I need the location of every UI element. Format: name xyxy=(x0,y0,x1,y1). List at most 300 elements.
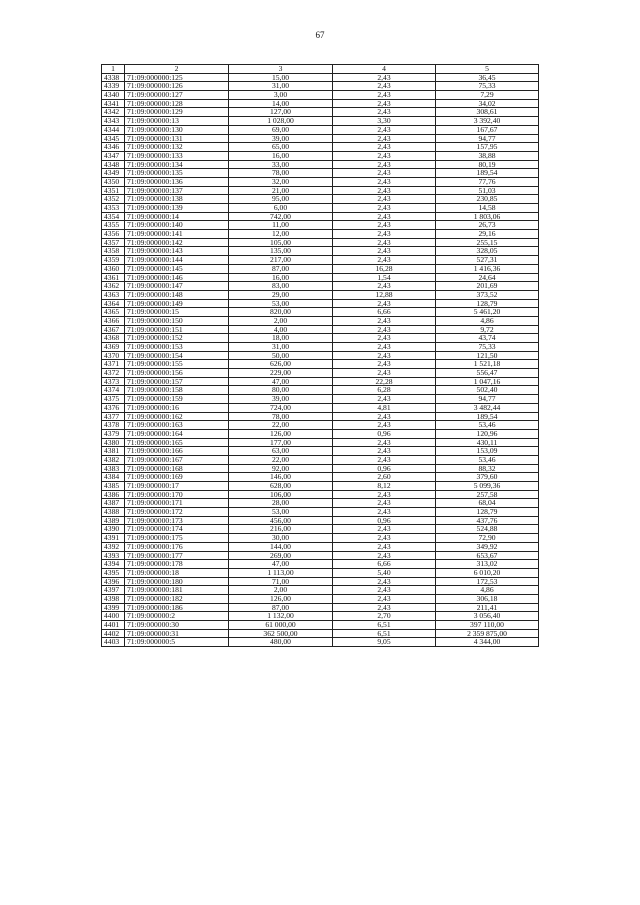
cadastral-number-cell: 71:09:000000:173 xyxy=(125,516,229,525)
area-cell: 78,00 xyxy=(229,169,333,178)
total-cell: 5 099,36 xyxy=(436,482,539,491)
row-number-cell: 4391 xyxy=(102,534,125,543)
table-row xyxy=(102,91,539,100)
total-cell: 1 047,16 xyxy=(436,377,539,386)
row-number-cell: 4372 xyxy=(102,369,125,378)
rate-cell: 2,43 xyxy=(333,177,436,186)
row-number-cell: 4369 xyxy=(102,343,125,352)
rate-cell: 2,60 xyxy=(333,473,436,482)
total-cell: 349,92 xyxy=(436,542,539,551)
cadastral-number-cell: 71:09:000000:158 xyxy=(125,386,229,395)
rate-cell: 2,43 xyxy=(333,91,436,100)
table-row xyxy=(102,395,539,404)
cadastral-number-cell: 71:09:000000:2 xyxy=(125,612,229,621)
table-row xyxy=(102,508,539,517)
total-cell: 34,02 xyxy=(436,99,539,108)
area-cell: 820,00 xyxy=(229,308,333,317)
row-number-cell: 4347 xyxy=(102,151,125,160)
row-number-cell: 4359 xyxy=(102,256,125,265)
column-header-3: 3 xyxy=(229,65,333,74)
table-row xyxy=(102,117,539,126)
cadastral-number-cell: 71:09:000000:133 xyxy=(125,151,229,160)
cadastral-number-cell: 71:09:000000:162 xyxy=(125,412,229,421)
page-number: 67 xyxy=(315,30,325,40)
total-cell: 257,58 xyxy=(436,490,539,499)
area-cell: 31,00 xyxy=(229,343,333,352)
row-number-cell: 4351 xyxy=(102,186,125,195)
rate-cell: 2,43 xyxy=(333,369,436,378)
row-number-cell: 4366 xyxy=(102,316,125,325)
cadastral-number-cell: 71:09:000000:177 xyxy=(125,551,229,560)
rate-cell: 2,43 xyxy=(333,99,436,108)
table-row xyxy=(102,429,539,438)
area-cell: 1 132,00 xyxy=(229,612,333,621)
row-number-cell: 4381 xyxy=(102,447,125,456)
table-row xyxy=(102,325,539,334)
cadastral-number-cell: 71:09:000000:137 xyxy=(125,186,229,195)
row-number-cell: 4361 xyxy=(102,273,125,282)
area-cell: 11,00 xyxy=(229,221,333,230)
rate-cell: 4,81 xyxy=(333,403,436,412)
table-row xyxy=(102,586,539,595)
rate-cell: 2,43 xyxy=(333,316,436,325)
area-cell: 217,00 xyxy=(229,256,333,265)
row-number-cell: 4342 xyxy=(102,108,125,117)
total-cell: 2 359 875,00 xyxy=(436,629,539,638)
table-row xyxy=(102,125,539,134)
rate-cell: 2,43 xyxy=(333,125,436,134)
cadastral-number-cell: 71:09:000000:186 xyxy=(125,603,229,612)
table-body xyxy=(102,73,539,646)
row-number-cell: 4395 xyxy=(102,568,125,577)
rate-cell: 2,43 xyxy=(333,421,436,430)
area-cell: 78,00 xyxy=(229,412,333,421)
table-row xyxy=(102,490,539,499)
table-row xyxy=(102,412,539,421)
total-cell: 328,05 xyxy=(436,247,539,256)
total-cell: 68,04 xyxy=(436,499,539,508)
table-row xyxy=(102,499,539,508)
rate-cell: 2,43 xyxy=(333,73,436,82)
row-number-cell: 4400 xyxy=(102,612,125,621)
table-row xyxy=(102,560,539,569)
rate-cell: 2,43 xyxy=(333,247,436,256)
total-cell: 3 056,40 xyxy=(436,612,539,621)
area-cell: 22,00 xyxy=(229,455,333,464)
area-cell: 80,00 xyxy=(229,386,333,395)
cadastral-number-cell: 71:09:000000:145 xyxy=(125,264,229,273)
cadastral-number-cell: 71:09:000000:167 xyxy=(125,455,229,464)
area-cell: 83,00 xyxy=(229,282,333,291)
rate-cell: 2,43 xyxy=(333,525,436,534)
table-row xyxy=(102,264,539,273)
total-cell: 373,52 xyxy=(436,290,539,299)
total-cell: 167,67 xyxy=(436,125,539,134)
table-row xyxy=(102,247,539,256)
total-cell: 306,18 xyxy=(436,594,539,603)
total-cell: 121,50 xyxy=(436,351,539,360)
row-number-cell: 4378 xyxy=(102,421,125,430)
table-row xyxy=(102,73,539,82)
cadastral-number-cell: 71:09:000000:164 xyxy=(125,429,229,438)
table-row xyxy=(102,308,539,317)
rate-cell: 2,43 xyxy=(333,438,436,447)
table-row xyxy=(102,299,539,308)
total-cell: 51,03 xyxy=(436,186,539,195)
total-cell: 1 803,06 xyxy=(436,212,539,221)
rate-cell: 0,96 xyxy=(333,429,436,438)
cadastral-number-cell: 71:09:000000:14 xyxy=(125,212,229,221)
cadastral-rates-table xyxy=(101,64,539,647)
total-cell: 26,73 xyxy=(436,221,539,230)
rate-cell: 22,28 xyxy=(333,377,436,386)
cadastral-number-cell: 71:09:000000:18 xyxy=(125,568,229,577)
rate-cell: 6,66 xyxy=(333,560,436,569)
total-cell: 397 110,00 xyxy=(436,621,539,630)
row-number-cell: 4388 xyxy=(102,508,125,517)
cadastral-number-cell: 71:09:000000:151 xyxy=(125,325,229,334)
row-number-cell: 4344 xyxy=(102,125,125,134)
cadastral-number-cell: 71:09:000000:5 xyxy=(125,638,229,647)
cadastral-number-cell: 71:09:000000:131 xyxy=(125,134,229,143)
total-cell: 6 010,20 xyxy=(436,568,539,577)
cadastral-number-cell: 71:09:000000:17 xyxy=(125,482,229,491)
rate-cell: 2,43 xyxy=(333,455,436,464)
cadastral-number-cell: 71:09:000000:154 xyxy=(125,351,229,360)
area-cell: 95,00 xyxy=(229,195,333,204)
rate-cell: 2,43 xyxy=(333,490,436,499)
cadastral-number-cell: 71:09:000000:130 xyxy=(125,125,229,134)
area-cell: 105,00 xyxy=(229,238,333,247)
table-row xyxy=(102,334,539,343)
table-row xyxy=(102,594,539,603)
total-cell: 313,02 xyxy=(436,560,539,569)
rate-cell: 2,43 xyxy=(333,508,436,517)
area-cell: 15,00 xyxy=(229,73,333,82)
rate-cell: 2,43 xyxy=(333,238,436,247)
total-cell: 7,29 xyxy=(436,91,539,100)
rate-cell: 2,43 xyxy=(333,282,436,291)
area-cell: 47,00 xyxy=(229,377,333,386)
cadastral-number-cell: 71:09:000000:140 xyxy=(125,221,229,230)
table-row xyxy=(102,160,539,169)
rate-cell: 2,70 xyxy=(333,612,436,621)
cadastral-number-cell: 71:09:000000:175 xyxy=(125,534,229,543)
table-row xyxy=(102,169,539,178)
total-cell: 524,88 xyxy=(436,525,539,534)
column-header-1: 1 xyxy=(102,65,125,74)
total-cell: 308,61 xyxy=(436,108,539,117)
total-cell: 653,67 xyxy=(436,551,539,560)
row-number-cell: 4399 xyxy=(102,603,125,612)
rate-cell: 2,43 xyxy=(333,299,436,308)
rate-cell: 2,43 xyxy=(333,186,436,195)
row-number-cell: 4402 xyxy=(102,629,125,638)
row-number-cell: 4345 xyxy=(102,134,125,143)
area-cell: 53,00 xyxy=(229,508,333,517)
cadastral-number-cell: 71:09:000000:147 xyxy=(125,282,229,291)
table-row xyxy=(102,464,539,473)
row-number-cell: 4380 xyxy=(102,438,125,447)
row-number-cell: 4343 xyxy=(102,117,125,126)
total-cell: 255,15 xyxy=(436,238,539,247)
area-cell: 456,00 xyxy=(229,516,333,525)
rate-cell: 2,43 xyxy=(333,343,436,352)
total-cell: 128,79 xyxy=(436,299,539,308)
cadastral-number-cell: 71:09:000000:165 xyxy=(125,438,229,447)
rate-cell: 2,43 xyxy=(333,542,436,551)
area-cell: 126,00 xyxy=(229,594,333,603)
area-cell: 127,00 xyxy=(229,108,333,117)
table-row xyxy=(102,151,539,160)
area-cell: 742,00 xyxy=(229,212,333,221)
cadastral-number-cell: 71:09:000000:170 xyxy=(125,490,229,499)
rate-cell: 2,43 xyxy=(333,82,436,91)
cadastral-number-cell: 71:09:000000:180 xyxy=(125,577,229,586)
cadastral-number-cell: 71:09:000000:141 xyxy=(125,230,229,239)
table-row xyxy=(102,212,539,221)
total-cell: 4,86 xyxy=(436,316,539,325)
cadastral-number-cell: 71:09:000000:163 xyxy=(125,421,229,430)
table-row xyxy=(102,369,539,378)
area-cell: 53,00 xyxy=(229,299,333,308)
table-row xyxy=(102,351,539,360)
table-row xyxy=(102,99,539,108)
rate-cell: 2,43 xyxy=(333,169,436,178)
table-row xyxy=(102,134,539,143)
total-cell: 5 461,20 xyxy=(436,308,539,317)
table-row xyxy=(102,316,539,325)
area-cell: 47,00 xyxy=(229,560,333,569)
total-cell: 53,46 xyxy=(436,455,539,464)
total-cell: 527,31 xyxy=(436,256,539,265)
total-cell: 1 521,18 xyxy=(436,360,539,369)
area-cell: 2,00 xyxy=(229,316,333,325)
area-cell: 39,00 xyxy=(229,395,333,404)
cadastral-number-cell: 71:09:000000:15 xyxy=(125,308,229,317)
rate-cell: 3,30 xyxy=(333,117,436,126)
table-row xyxy=(102,82,539,91)
row-number-cell: 4397 xyxy=(102,586,125,595)
cadastral-number-cell: 71:09:000000:159 xyxy=(125,395,229,404)
area-cell: 146,00 xyxy=(229,473,333,482)
table-row xyxy=(102,612,539,621)
area-cell: 480,00 xyxy=(229,638,333,647)
total-cell: 53,46 xyxy=(436,421,539,430)
rate-cell: 2,43 xyxy=(333,256,436,265)
rate-cell: 2,43 xyxy=(333,395,436,404)
row-number-cell: 4371 xyxy=(102,360,125,369)
total-cell: 437,76 xyxy=(436,516,539,525)
cadastral-number-cell: 71:09:000000:153 xyxy=(125,343,229,352)
rate-cell: 2,43 xyxy=(333,447,436,456)
table-row xyxy=(102,638,539,647)
table-row xyxy=(102,621,539,630)
area-cell: 71,00 xyxy=(229,577,333,586)
area-cell: 106,00 xyxy=(229,490,333,499)
row-number-cell: 4367 xyxy=(102,325,125,334)
cadastral-number-cell: 71:09:000000:174 xyxy=(125,525,229,534)
area-cell: 28,00 xyxy=(229,499,333,508)
total-cell: 77,76 xyxy=(436,177,539,186)
area-cell: 135,00 xyxy=(229,247,333,256)
total-cell: 556,47 xyxy=(436,369,539,378)
rate-cell: 2,43 xyxy=(333,499,436,508)
table-row xyxy=(102,108,539,117)
table-row xyxy=(102,551,539,560)
table-row xyxy=(102,177,539,186)
area-cell: 6,00 xyxy=(229,204,333,213)
area-cell: 21,00 xyxy=(229,186,333,195)
area-cell: 269,00 xyxy=(229,551,333,560)
table-row xyxy=(102,447,539,456)
total-cell: 211,41 xyxy=(436,603,539,612)
cadastral-number-cell: 71:09:000000:13 xyxy=(125,117,229,126)
cadastral-number-cell: 71:09:000000:16 xyxy=(125,403,229,412)
rate-cell: 2,43 xyxy=(333,586,436,595)
row-number-cell: 4385 xyxy=(102,482,125,491)
area-cell: 63,00 xyxy=(229,447,333,456)
area-cell: 16,00 xyxy=(229,151,333,160)
table-row xyxy=(102,421,539,430)
cadastral-number-cell: 71:09:000000:146 xyxy=(125,273,229,282)
cadastral-number-cell: 71:09:000000:142 xyxy=(125,238,229,247)
row-number-cell: 4390 xyxy=(102,525,125,534)
cadastral-number-cell: 71:09:000000:152 xyxy=(125,334,229,343)
area-cell: 22,00 xyxy=(229,421,333,430)
cadastral-number-cell: 71:09:000000:129 xyxy=(125,108,229,117)
rate-cell: 2,43 xyxy=(333,577,436,586)
table-row xyxy=(102,186,539,195)
area-cell: 92,00 xyxy=(229,464,333,473)
rate-cell: 2,43 xyxy=(333,551,436,560)
row-number-cell: 4354 xyxy=(102,212,125,221)
table-row xyxy=(102,525,539,534)
table-row xyxy=(102,542,539,551)
area-cell: 2,00 xyxy=(229,586,333,595)
table-row xyxy=(102,360,539,369)
area-cell: 12,00 xyxy=(229,230,333,239)
area-cell: 61 000,00 xyxy=(229,621,333,630)
cadastral-number-cell: 71:09:000000:171 xyxy=(125,499,229,508)
rate-cell: 2,43 xyxy=(333,134,436,143)
table-row xyxy=(102,473,539,482)
rate-cell: 6,51 xyxy=(333,629,436,638)
total-cell: 14,58 xyxy=(436,204,539,213)
area-cell: 626,00 xyxy=(229,360,333,369)
table-row xyxy=(102,516,539,525)
row-number-cell: 4392 xyxy=(102,542,125,551)
table-row xyxy=(102,568,539,577)
area-cell: 144,00 xyxy=(229,542,333,551)
total-cell: 9,72 xyxy=(436,325,539,334)
row-number-cell: 4349 xyxy=(102,169,125,178)
area-cell: 29,00 xyxy=(229,290,333,299)
row-number-cell: 4393 xyxy=(102,551,125,560)
table-row xyxy=(102,577,539,586)
area-cell: 14,00 xyxy=(229,99,333,108)
rate-cell: 2,43 xyxy=(333,151,436,160)
row-number-cell: 4356 xyxy=(102,230,125,239)
total-cell: 36,45 xyxy=(436,73,539,82)
area-cell: 69,00 xyxy=(229,125,333,134)
column-header-2: 2 xyxy=(125,65,229,74)
table-row xyxy=(102,438,539,447)
total-cell: 3 392,40 xyxy=(436,117,539,126)
total-cell: 3 482,44 xyxy=(436,403,539,412)
rate-cell: 0,96 xyxy=(333,516,436,525)
table-row xyxy=(102,386,539,395)
area-cell: 30,00 xyxy=(229,534,333,543)
cadastral-number-cell: 71:09:000000:149 xyxy=(125,299,229,308)
cadastral-number-cell: 71:09:000000:155 xyxy=(125,360,229,369)
area-cell: 229,00 xyxy=(229,369,333,378)
rate-cell: 8,12 xyxy=(333,482,436,491)
cadastral-number-cell: 71:09:000000:126 xyxy=(125,82,229,91)
rate-cell: 2,43 xyxy=(333,594,436,603)
area-cell: 31,00 xyxy=(229,82,333,91)
cadastral-number-cell: 71:09:000000:135 xyxy=(125,169,229,178)
row-number-cell: 4383 xyxy=(102,464,125,473)
cadastral-number-cell: 71:09:000000:143 xyxy=(125,247,229,256)
column-header-5: 5 xyxy=(436,65,539,74)
row-number-cell: 4348 xyxy=(102,160,125,169)
area-cell: 16,00 xyxy=(229,273,333,282)
area-cell: 32,00 xyxy=(229,177,333,186)
area-cell: 1 113,00 xyxy=(229,568,333,577)
row-number-cell: 4376 xyxy=(102,403,125,412)
total-cell: 72,90 xyxy=(436,534,539,543)
cadastral-number-cell: 71:09:000000:172 xyxy=(125,508,229,517)
cadastral-number-cell: 71:09:000000:138 xyxy=(125,195,229,204)
cadastral-number-cell: 71:09:000000:182 xyxy=(125,594,229,603)
rate-cell: 2,43 xyxy=(333,221,436,230)
table-row xyxy=(102,256,539,265)
total-cell: 24,64 xyxy=(436,273,539,282)
total-cell: 80,19 xyxy=(436,160,539,169)
rate-cell: 2,43 xyxy=(333,212,436,221)
table-row xyxy=(102,290,539,299)
row-number-cell: 4403 xyxy=(102,638,125,647)
row-number-cell: 4340 xyxy=(102,91,125,100)
row-number-cell: 4338 xyxy=(102,73,125,82)
cadastral-number-cell: 71:09:000000:176 xyxy=(125,542,229,551)
area-cell: 87,00 xyxy=(229,603,333,612)
total-cell: 430,11 xyxy=(436,438,539,447)
row-number-cell: 4339 xyxy=(102,82,125,91)
row-number-cell: 4355 xyxy=(102,221,125,230)
area-cell: 39,00 xyxy=(229,134,333,143)
row-number-cell: 4389 xyxy=(102,516,125,525)
area-cell: 362 500,00 xyxy=(229,629,333,638)
table-row xyxy=(102,403,539,412)
table-row xyxy=(102,377,539,386)
rate-cell: 1,54 xyxy=(333,273,436,282)
total-cell: 88,32 xyxy=(436,464,539,473)
row-number-cell: 4387 xyxy=(102,499,125,508)
total-cell: 4 344,00 xyxy=(436,638,539,647)
total-cell: 75,33 xyxy=(436,343,539,352)
total-cell: 502,40 xyxy=(436,386,539,395)
cadastral-number-cell: 71:09:000000:128 xyxy=(125,99,229,108)
area-cell: 216,00 xyxy=(229,525,333,534)
column-header-4: 4 xyxy=(333,65,436,74)
row-number-cell: 4377 xyxy=(102,412,125,421)
total-cell: 94,77 xyxy=(436,395,539,404)
table-row xyxy=(102,282,539,291)
rate-cell: 6,66 xyxy=(333,308,436,317)
table-row xyxy=(102,534,539,543)
